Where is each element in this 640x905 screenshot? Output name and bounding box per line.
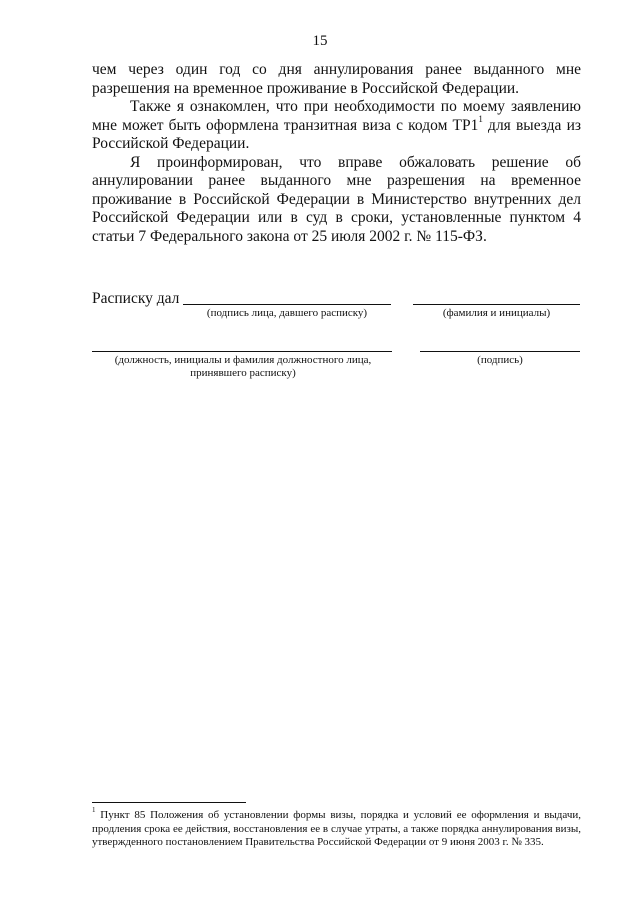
caption-signature-giver: (подпись лица, давшего расписку) bbox=[206, 307, 368, 319]
footnote-text: Пункт 85 Положения об установлении формы визы, порядка и условий ее оформления и выдачи, продления срока ее действия, восстановления ее в случае утраты, а также порядка аннулирования визы, утвержденного постановлением Правительства Российской Федерации от 9 июня 2003 г. № 335. bbox=[92, 809, 581, 848]
receipt-given-label: Расписку дал bbox=[92, 290, 180, 307]
footnote-separator bbox=[92, 802, 246, 803]
signature-giver-line bbox=[183, 304, 391, 305]
footnote bbox=[92, 806, 581, 850]
caption-name-initials: (фамилия и инициалы) bbox=[442, 307, 551, 319]
paragraph-annulment-term: чем через один год со дня аннулирования ранее выданного мне разрешения на временное проживание в Российской Федерации. bbox=[92, 61, 581, 97]
transit-visa-text-end: для выезда из Российской Федерации. bbox=[92, 116, 581, 152]
caption-signature: (подпись) bbox=[477, 354, 523, 366]
footnote-ref: 1 bbox=[478, 114, 483, 125]
official-line bbox=[92, 351, 392, 352]
paragraph-transit-visa bbox=[92, 98, 581, 154]
name-initials-line bbox=[413, 304, 580, 305]
caption-official: (должность, инициалы и фамилия должностного лица, принявшего расписку) bbox=[114, 354, 372, 379]
paragraph-appeal-right: Я проинформирован, что вправе обжаловать решение об аннулировании ранее выданного мне разрешения на временное проживание в Российской Федерации в Министерство внутренних дел Российской Федерации или в суд в сроки, установленные пунктом 4 статьи 7 Федерального закона от 25 июля 2002 г. № 115-ФЗ. bbox=[92, 153, 581, 245]
transit-visa-text: Также я ознакомлен, что при необходимости по моему заявлению мне может быть оформлена транзитная виза с кодом ТР1 bbox=[92, 98, 581, 134]
footnote-mark: 1 bbox=[92, 806, 96, 815]
body-text bbox=[92, 61, 581, 246]
signature-line bbox=[420, 351, 580, 352]
page-number: 15 bbox=[312, 33, 328, 49]
